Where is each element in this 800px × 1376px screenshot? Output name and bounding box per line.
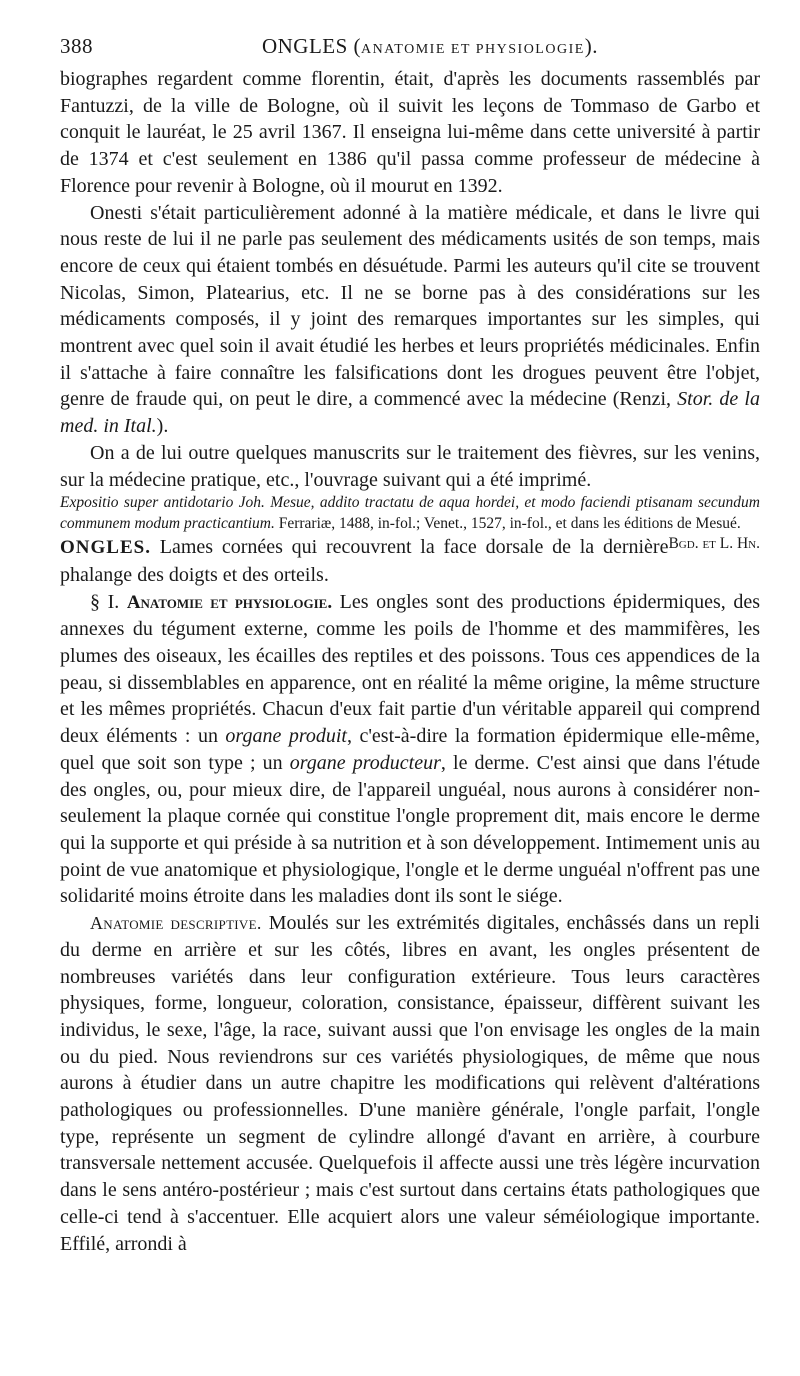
entry-definition: Lames cornées qui recouvrent la face dorsale de la dernière phalange des doigts et des orteils. <box>60 536 669 586</box>
running-title-main: ONGLES ( <box>261 34 362 58</box>
biblio-title: Expositio super antidotario Joh. Mesue, addito tractatu de aqua hordei, et modo faciendi ptisanam secundum communem modum practicantium. <box>60 494 760 532</box>
paragraph-2 <box>60 200 760 440</box>
running-title <box>60 26 760 70</box>
section-title: Anatomie et physiologie. <box>126 591 333 613</box>
section-marker: § I. <box>90 590 120 613</box>
paragraph-2-text: Onesti s'était particulièrement adonné à la matière médicale, et dans le livre qui nous reste de lui il ne parle pas seulement des médicaments usités de son temps, mais encore de ceux qui étaient tombés en désuétude. Parmi les auteurs qu'il cite se trouvent Nicolas, Simon, Platearius, etc. Il ne se borne pas à des considérations sur les médicaments composés, il y joint des remarques importantes sur les simples, qui montrent avec quel soin il avait étudié les herbes et leurs propriétés médicinales. Enfin il s'attache à faire connaître les falsifications dont les drogues peuvent être l'objet, genre de fraude qui, on peut le dire, a commencé avec la médecine (Renzi, <box>60 201 760 411</box>
running-title-sub: ANATOMIE ET PHYSIOLOGIE <box>361 42 585 57</box>
anatomy-paragraph <box>60 910 760 1257</box>
page-number: 388 <box>60 34 93 58</box>
paragraph-1: biographes regardent comme florentin, était, d'après les documents rassemblés par Fantuzzi, de la ville de Bologne, où il suivit les leçons de Tommaso de Garbo et conquit le lauréat, le 25 avril 1367. Il enseigna lui-même dans cette université à partir de 1374 et c'est seulement en 1386 qu'il passa comme professeur de médecine à Florence pour revenir à Bologne, où il mourut en 1392. <box>60 68 760 197</box>
anatomy-subtitle: Anatomie descriptive. <box>90 913 262 934</box>
section-text-2: , c'est-à-dire la formation épidermique elle-même, quel que soit son type ; un <box>60 725 760 774</box>
citation-title: Stor. de la med. in Ital. <box>60 388 760 438</box>
section-text-3: , le derme. C'est ainsi que dans l'étude des ongles, ou, pour mieux dire, de l'appareil unguéal, nous aurons à considérer non-seulement la plaque cornée qui constitue l'ongle proprement dit, mais encore le derme qui la supporte et qui préside à sa nutrition et à son développement. Intimement unis au point de vue anatomique et physiologique, l'ongle et le derme unguéal n'offrent pas une solidarité moins étroite dans les maladies dont ils sont le siége. <box>60 751 760 908</box>
paragraph-2-end: ). <box>156 415 169 438</box>
term-organe-producteur: organe producteur <box>289 751 441 774</box>
entry-headword: ONGLES. <box>60 537 151 559</box>
running-header <box>60 26 760 66</box>
term-organe-produit: organe produit <box>225 725 347 748</box>
anatomy-text: Moulés sur les extrémités digitales, enchâssés dans un repli du derme en arrière et sur les côtés, libres en avant, les ongles présentent de nombreuses variétés dans leur configuration extérieure. Tous leurs caractères physiques, forme, longueur, coloration, consistance, épaisseur, diffèrent suivant les individus, le sexe, l'âge, la race, suivant aussi que l'on envisage les ongles de la main ou du pied. Nous reviendrons sur ces variétés physiologiques, de même que nous aurons à étudier dans un autre chapitre les modifications qui relèvent d'altérations pathologiques ou professionnelles. D'une manière générale, l'ongle parfait, l'ongle type, représente un segment de cylindre allongé d'avant en arrière, à courbure transversale nettement accusée. Quelquefois il affecte aussi une très légère incurvation dans le sens antéro-postérieur ; mais c'est surtout dans certains états pathologiques que celle-ci tend à s'accentuer. Elle acquiert alors une valeur séméiologique importante. Effilé, arrondi à <box>60 912 760 1255</box>
article-body <box>60 66 760 1257</box>
biblio-authors: Bgd. et L. Hn. <box>668 535 760 553</box>
section-text-1: Les ongles sont des productions épidermiques, des annexes du tégument externe, comme les poils de l'homme et des mammifères, les plumes des oiseaux, les écailles des reptiles et des poissons. Tous ces appendices de la peau, si dissemblables en apparence, ont en réalité la même origine, la même structure et les mêmes propriétés. Chacun d'eux fait partie d'un véritable appareil qui comprend deux éléments : un <box>60 590 761 748</box>
paragraph-3: On a de lui outre quelques manuscrits sur le traitement des fièvres, sur les venins, sur la médecine pratique, etc., l'ouvrage suivant qui a été imprimé. <box>60 441 760 491</box>
biblio-details: Ferrariæ, 1488, in-fol.; Venet., 1527, in-fol., et dans les éditions de Mesué. <box>274 514 741 532</box>
section-1 <box>60 589 760 910</box>
dictionary-entry <box>60 534 760 588</box>
running-title-end: ). <box>584 34 599 58</box>
